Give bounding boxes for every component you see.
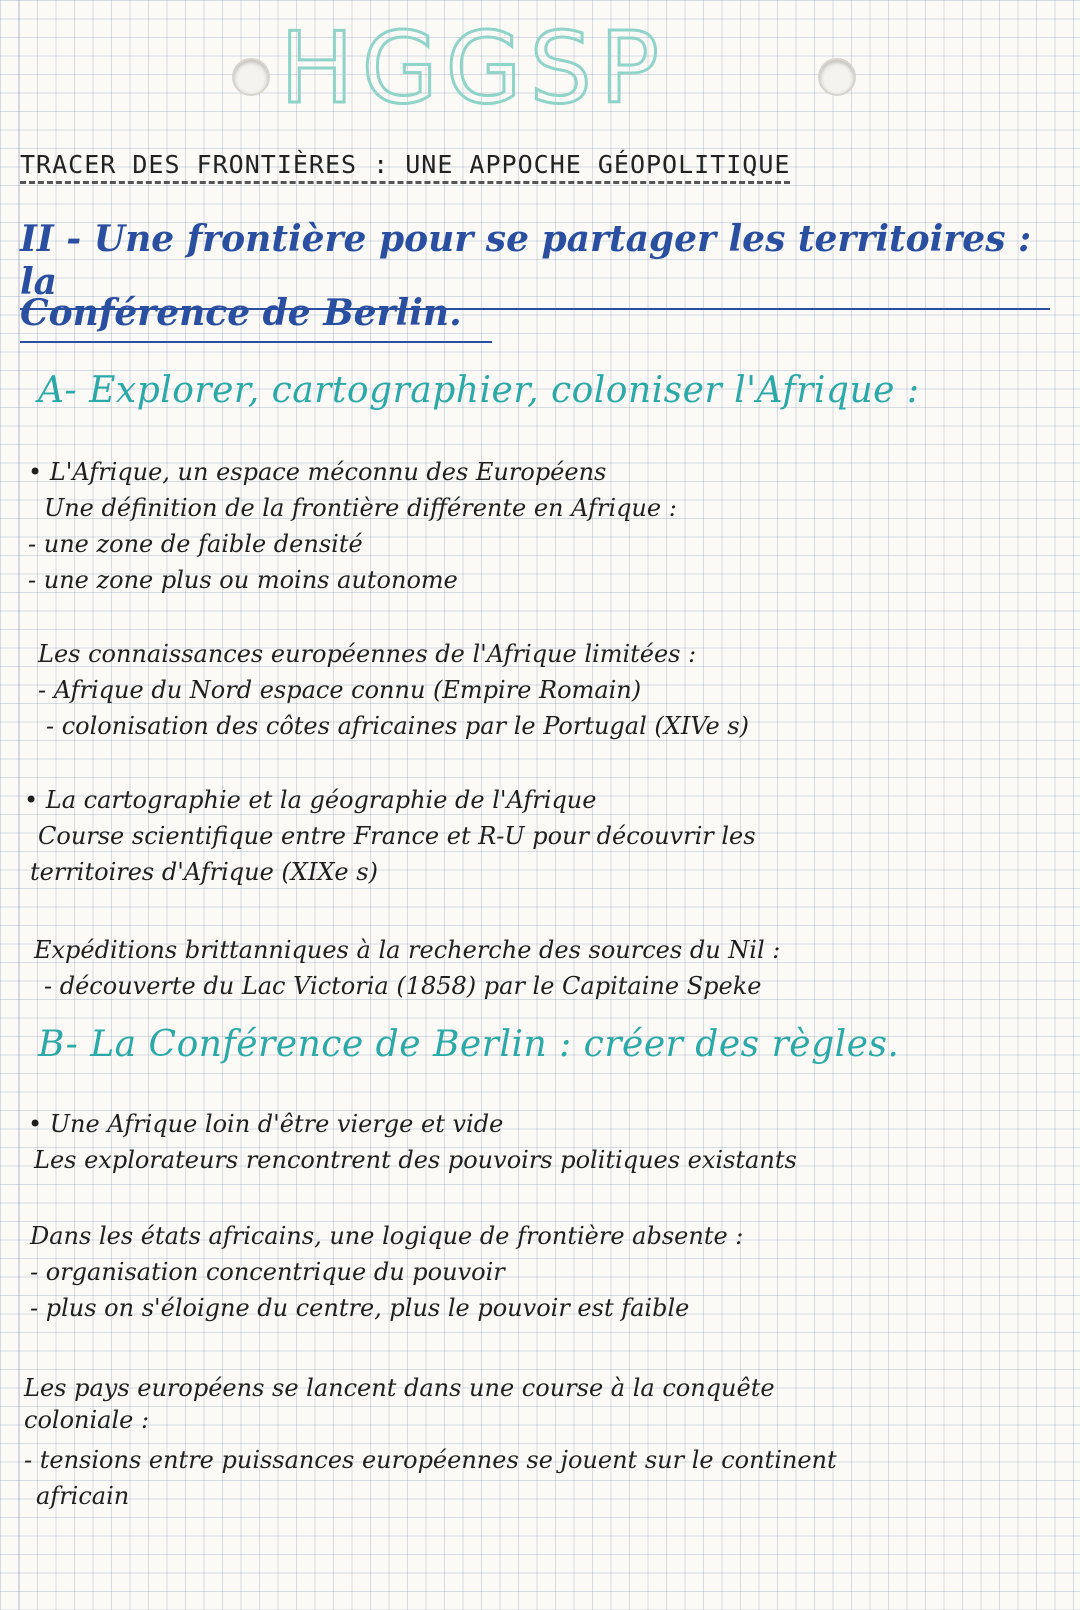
note-line: Dans les états africains, une logique de frontière absente : — [30, 1222, 744, 1250]
note-line: - une zone plus ou moins autonome — [28, 566, 458, 594]
note-line: - organisation concentrique du pouvoir — [30, 1258, 505, 1286]
note-line: territoires d'Afrique (XIXe s) — [30, 858, 378, 886]
note-line: - découverte du Lac Victoria (1858) par le Capitaine Speke — [44, 972, 762, 1000]
note-line: - plus on s'éloigne du centre, plus le pouvoir est faible — [30, 1294, 690, 1322]
binder-hole-right — [818, 58, 856, 96]
chapter-subtitle: TRACER DES FRONTIÈRES : UNE APPOCHE GÉOPOLITIQUE — [20, 150, 790, 184]
note-line: Course scientifique entre France et R-U pour découvrir les — [38, 822, 756, 850]
note-line: • Une Afrique loin d'être vierge et vide — [28, 1110, 504, 1138]
note-line: Expéditions brittanniques à la recherche des sources du Nil : — [34, 936, 781, 964]
part-a-heading: A- Explorer, cartographier, coloniser l'Afrique : — [38, 370, 920, 411]
page-title: HGGSP — [280, 12, 667, 126]
note-line: - tensions entre puissances européennes se jouent sur le continent — [24, 1446, 837, 1474]
note-line: Les explorateurs rencontrent des pouvoirs politiques existants — [34, 1146, 797, 1174]
binder-hole-left — [232, 58, 270, 96]
note-line: - une zone de faible densité — [28, 530, 363, 558]
note-line: Une définition de la frontière différente en Afrique : — [44, 494, 677, 522]
note-line: - colonisation des côtes africaines par le Portugal (XIVe s) — [46, 712, 749, 740]
note-line: • L'Afrique, un espace méconnu des Européens — [28, 458, 607, 486]
note-line: - Afrique du Nord espace connu (Empire Romain) — [38, 676, 642, 704]
section-heading-line2: Conférence de Berlin. — [20, 292, 492, 343]
section-heading-line1: II - Une frontière pour se partager les territoires : la — [20, 218, 1050, 310]
note-line: Les connaissances européennes de l'Afrique limitées : — [38, 640, 697, 668]
note-line: Les pays européens se lancent dans une course à la conquête — [24, 1374, 775, 1402]
part-b-heading: B- La Conférence de Berlin : créer des règles. — [38, 1024, 900, 1065]
note-line: africain — [36, 1482, 130, 1510]
note-line: coloniale : — [24, 1406, 150, 1434]
note-line: • La cartographie et la géographie de l'Afrique — [24, 786, 597, 814]
